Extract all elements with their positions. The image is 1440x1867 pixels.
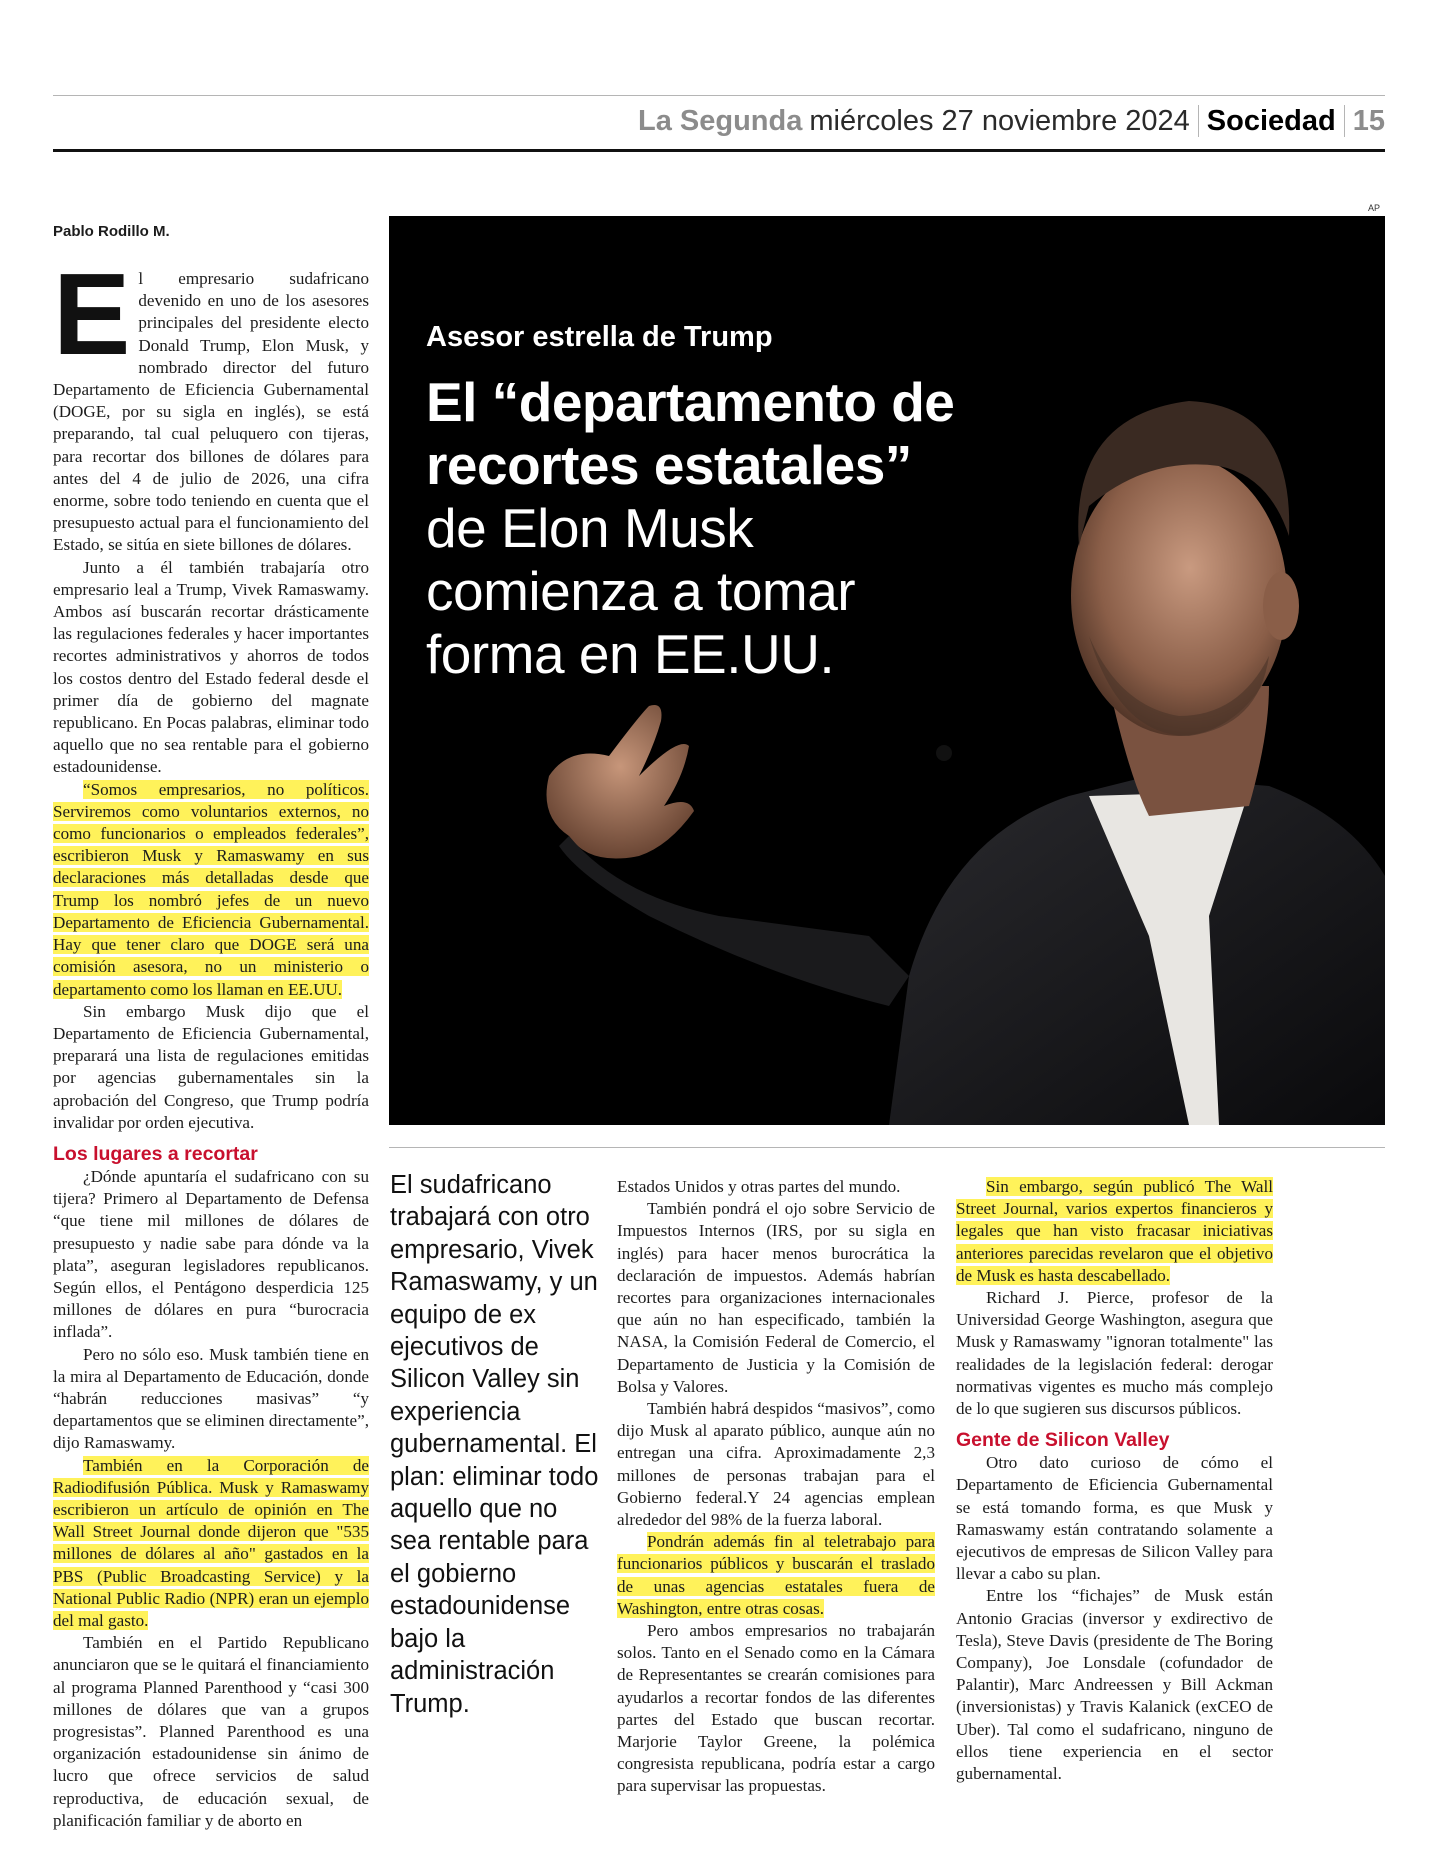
paragraph: ¿Dónde apuntaría el sudafricano con su tijera? Primero al Departamento de Defensa “que tiene mil millones de dólares de presupuesto y nadie sabe para dónde va la plata”, aseguran legisladores republicanos. Según ellos, el Pentágono desperdicia 125 millones de dólares en pura “burocracia inflada”. [53,1166,369,1342]
article-column-1 [53,249,369,1832]
paragraph: Pero ambos empresarios no trabajarán solos. Tanto en el Senado como en la Cámara de Representantes se crearán comisiones para ayudarlos a recortar fondos de las diferentes partes del Estado que buscan recortar. Marjorie Taylor Greene, la polémica congresista republicana, podría estar a cargo para supervisar las propuestas. [617,1621,935,1796]
drop-cap: E [53,249,131,379]
headline-light: de Elon Musk comienza a tomar forma en EE.UU. [426,497,856,685]
section-name: Sociedad [1206,104,1336,137]
masthead [53,98,1385,144]
page-number: 15 [1352,104,1385,137]
paragraph: También pondrá el ojo sobre Servicio de Impuestos Internos (IRS, por su sigla en inglés) para hacer menos burocrática la declaración de impuestos. Además habrían recortes para organizaciones internacionales que aún no han especificado, también la NASA, la Comisión Federal de Comercio, el Departamento de Justicia y la Comisión de Bolsa y Valores. [617,1199,935,1396]
highlighted-text: Pondrán además fin al teletrabajo para funcionarios públicos y buscarán el traslado de unas agencias estatales fuera de Washington, entre otras cosas. [617,1532,935,1618]
byline: Pablo Rodillo M. [53,223,170,240]
masthead-divider [1198,105,1199,137]
paragraph: También en el Partido Republicano anunciaron que se le quitará el financiamiento al programa Planned Parenthood y “casi 300 millones de dólares que van a grupos progresistas”. Planned Parenthood es una organización estadounidense sin ánimo de lucro que ofrece servicios de salud reproductiva, de educación sexual, de planificación familiar y de aborto en [53,1633,369,1830]
headline-bold: El “departamento de recortes estatales” [426,371,955,496]
paragraph: Estados Unidos y otras partes del mundo. [617,1177,901,1196]
photo-credit: AP [1368,203,1381,213]
paragraph [617,1531,935,1620]
highlighted-text: “Somos empresarios, no políticos. Serviremos como voluntarios externos, no como funcionarios o empleados federales”, escribieron Musk y Ramaswamy en sus declaraciones más detalladas desde que Trump los nombró jefes de un nuevo Departamento de Eficiencia Gubernamental. Hay que tener claro que DOGE será una comisión asesora, no un ministerio o departamento como los llaman en EE.UU. [53,779,369,999]
newspaper-brand: La Segunda [638,104,803,137]
issue-date: miércoles 27 noviembre 2024 [809,104,1190,137]
highlighted-text: También en la Corporación de Radiodifusión Pública. Musk y Ramaswamy escribieron un artículo de opinión en The Wall Street Journal donde dijeron que "535 millones de dólares al año" gastados en la PBS (Public Broadcasting Service) y la National Public Radio (NPR) eran un ejemplo del mal gasto. [53,1455,369,1630]
paragraph [956,1176,1273,1287]
paragraph: Otro dato curioso de cómo el Departamento de Eficiencia Gubernamental se está tomando forma, es que Musk y Ramaswamy están contratando solamente a ejecutivos de empresas de Silicon Valley para llevar a cabo su plan. [956,1453,1273,1584]
paragraph [53,249,369,557]
article-column-4 [956,1176,1273,1785]
subhead: Gente de Silicon Valley [956,1429,1170,1452]
article-column-3 [617,1176,935,1798]
paragraph [53,779,369,1001]
paragraph: Sin embargo Musk dijo que el Departamento de Eficiencia Gubernamental, preparará una lista de regulaciones emitidas por agencias gubernamentales sin la aprobación del Congreso, que Trump podría invalidar por orden ejecutiva. [53,1001,369,1132]
paragraph [53,1455,369,1633]
paragraph: Junto a él también trabajaría otro empresario leal a Trump, Vivek Ramaswamy. Ambos así buscarán recortar drásticamente las regulaciones federales y hacer importantes recortes administrativos y ahorros de todos los costos dentro del Estado federal desde el primer día de gobierno del magnate republicano. En Pocas palabras, eliminar todo aquello que no sea rentable para el gobierno estadounidense. [53,557,369,777]
paragraph: Pero no sólo eso. Musk también tiene en la mira al Departamento de Educación, donde “habrán reducciones masivas” “y departamentos que se eliminen directamente”, dijo Ramaswamy. [53,1344,369,1453]
highlighted-text: Sin embargo, según publicó The Wall Street Journal, varios expertos financieros y legales que han visto fracasar iniciativas anteriores parecidas revelaron que el objetivo de Musk es hasta descabellado. [956,1177,1273,1285]
lead-photo [389,216,1385,1125]
paragraph: También habrá despidos “masivos”, como dijo Musk al aparato público, aunque aún no entregan una cifra. Aproximadamente 2,3 millones de personas trabajan para el Gobierno federal.Y 24 agencias emplean alrededor del 98% de la fuerza laboral. [617,1399,935,1530]
headline [426,371,986,686]
paragraph-text: l empresario sudafricano devenido en uno de los asesores principales del presidente electo Donald Trump, Elon Musk, y nombrado director del futuro Departamento de Eficiencia Gubernamental (DOGE, por su sigla en inglés), se está preparando, tal cual peluquero con tijeras, para recortar dos billones de dólares para antes del 4 de julio de 2026, una cifra enorme, sobre todo teniendo en cuenta que el presupuesto actual para el funcionamiento del Estado, se sitúa en siete billones de dólares. [53,269,369,555]
masthead-divider [1344,105,1345,137]
paragraph: Entre los “fichajes” de Musk están Antonio Gracias (inversor y exdirectivo de Tesla), Steve Davis (presidente de The Boring Company), Joe Lonsdale (cofundador de Palantir), Marc Andreessen y Bill Ackman (inversionistas) y Travis Kalanick (exCEO de Uber). Tal como el sudafricano, ninguno de ellos tiene experiencia en el sector gubernamental. [956,1586,1273,1784]
top-rule [53,95,1385,96]
subhead: Los lugares a recortar [53,1142,258,1165]
kicker: Asesor estrella de Trump [426,321,773,353]
pull-quote: El sudafricano trabajará con otro empresario, Vivek Ramaswamy, y un equipo de ex ejecutivos de Silicon Valley sin experiencia gubernamental. El plan: eliminar todo aquello que no sea rentable para el gobierno estadounidense bajo la administración Trump. [390,1171,599,1718]
section-rule [389,1147,1385,1148]
header-rule [53,149,1385,152]
paragraph: Richard J. Pierce, profesor de la Universidad George Washington, asegura que Musk y Ramaswamy "ignoran totalmente" las realidades de la legislación federal: derogar normativas vigentes es mucho más complejo de lo que sugieren sus discursos públicos. [956,1288,1273,1419]
